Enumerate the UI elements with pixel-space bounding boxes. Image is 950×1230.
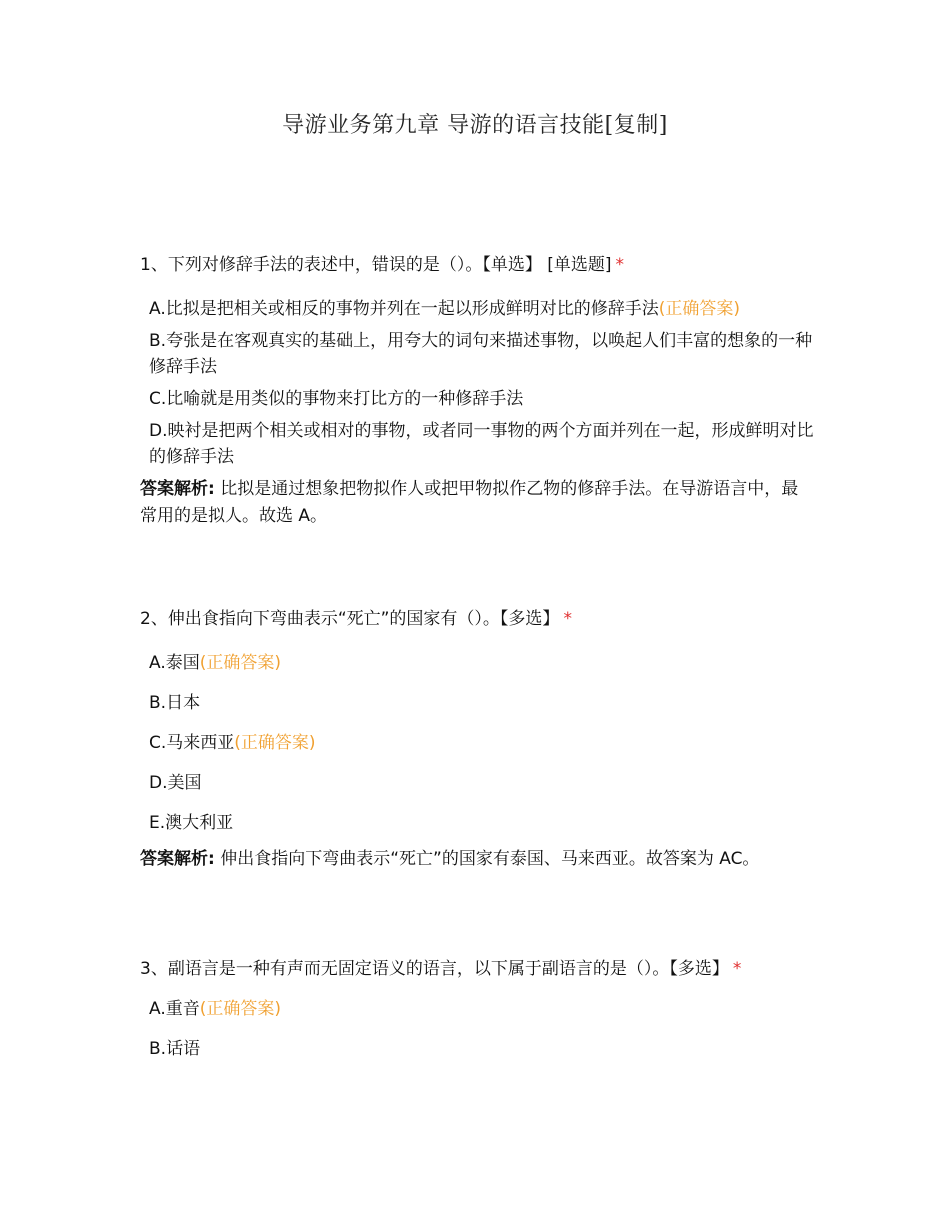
correct-answer-label: (正确答案) — [199, 999, 281, 1019]
option-d[interactable] — [140, 770, 815, 796]
answer-analysis — [140, 846, 815, 873]
question-text: 1、下列对修辞手法的表述中，错误的是（）。【单选】 [单选题] — [140, 255, 612, 275]
option-b[interactable] — [140, 328, 815, 380]
option-text: A.泰国 — [149, 653, 200, 673]
required-mark: * — [615, 255, 624, 275]
page-title: 导游业务第九章 导游的语言技能[复制] — [282, 113, 668, 138]
required-mark: * — [563, 609, 572, 629]
correct-answer-label: (正确答案) — [234, 733, 316, 753]
option-text: B.夸张是在客观真实的基础上，用夸大的词句来描述事物，以唤起人们丰富的想象的一种修辞手法 — [149, 331, 813, 377]
correct-answer-label: (正确答案) — [199, 653, 281, 673]
analysis-text: 比拟是通过想象把物拟作人或把甲物拟作乙物的修辞手法。在导游语言中，最常用的是拟人。故选 A。 — [140, 479, 799, 526]
option-e[interactable] — [140, 810, 815, 836]
analysis-label: 答案解析: — [140, 849, 215, 869]
question-3 — [140, 954, 815, 1076]
option-text: E.澳大利亚 — [149, 813, 234, 833]
option-c[interactable] — [140, 386, 815, 412]
option-a[interactable] — [140, 996, 815, 1022]
option-b[interactable] — [140, 690, 815, 716]
question-stem — [140, 604, 815, 634]
option-text: D.美国 — [149, 773, 202, 793]
question-2 — [140, 604, 815, 873]
option-text: B.日本 — [149, 693, 201, 713]
option-text: C.比喻就是用类似的事物来打比方的一种修辞手法 — [149, 389, 524, 409]
option-b[interactable] — [140, 1036, 815, 1062]
question-text: 2、伸出食指向下弯曲表示“死亡”的国家有（）。【多选】 — [140, 609, 560, 629]
option-d[interactable] — [140, 418, 815, 470]
option-c[interactable] — [140, 730, 815, 756]
option-text: A.比拟是把相关或相反的事物并列在一起以形成鲜明对比的修辞手法 — [149, 299, 659, 319]
option-a[interactable] — [140, 650, 815, 676]
question-1 — [140, 250, 815, 530]
question-stem — [140, 954, 815, 984]
question-stem — [140, 250, 815, 280]
answer-analysis — [140, 476, 815, 530]
option-text: B.话语 — [149, 1039, 201, 1059]
option-text: C.马来西亚 — [149, 733, 235, 753]
option-text: D.映衬是把两个相关或相对的事物，或者同一事物的两个方面并列在一起，形成鲜明对比的修辞手法 — [149, 421, 814, 467]
option-list — [140, 996, 815, 1062]
analysis-text: 伸出食指向下弯曲表示“死亡”的国家有泰国、马来西亚。故答案为 AC。 — [214, 849, 760, 869]
option-a[interactable] — [140, 296, 815, 322]
option-list — [140, 296, 815, 470]
option-text: A.重音 — [149, 999, 200, 1019]
correct-answer-label: (正确答案) — [658, 299, 740, 319]
required-mark: * — [732, 959, 742, 979]
question-text: 3、副语言是一种有声而无固定语义的语言，以下属于副语言的是（）。【多选】 — [140, 959, 729, 979]
option-list — [140, 650, 815, 836]
analysis-label: 答案解析: — [140, 479, 215, 499]
